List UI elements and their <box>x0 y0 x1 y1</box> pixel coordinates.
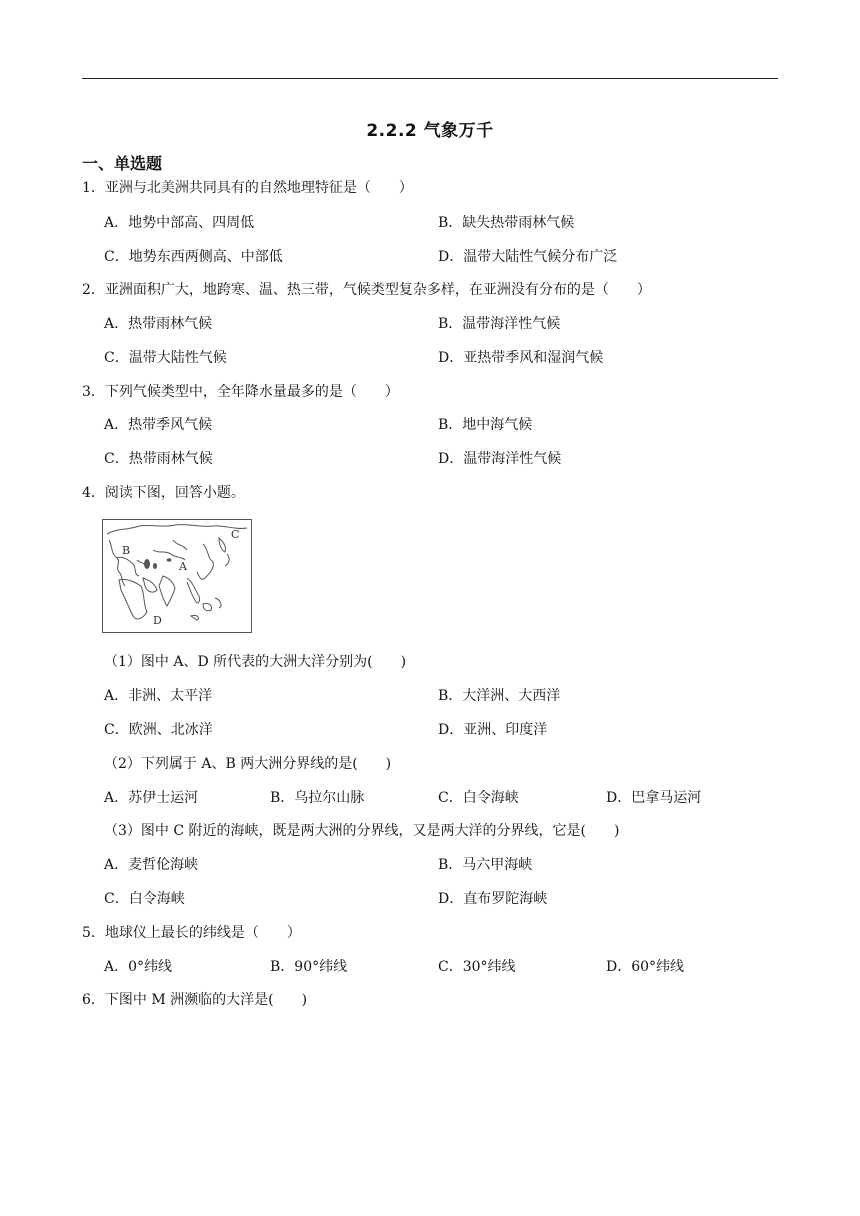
header-rule <box>82 78 778 79</box>
map-label-d: D <box>153 614 162 627</box>
q5-option-b[interactable]: B．90°纬线 <box>270 959 348 975</box>
q2-option-c[interactable]: C．温带大陆性气候 <box>104 350 227 366</box>
q3-option-a[interactable]: A．热带季风气候 <box>104 417 213 433</box>
q5-option-a[interactable]: A．0°纬线 <box>104 959 173 975</box>
question-1-stem: 1．亚洲与北美洲共同具有的自然地理特征是（ ） <box>82 180 413 196</box>
q1-option-c[interactable]: C．地势东西两侧高、中部低 <box>104 249 283 265</box>
question-4-stem: 4．阅读下图，回答小题。 <box>82 485 245 501</box>
page-title: 2.2.2 气象万千 <box>366 121 494 141</box>
q4-sub2-option-b[interactable]: B．乌拉尔山脉 <box>270 790 365 806</box>
q4-sub3-option-b[interactable]: B．马六甲海峡 <box>438 857 533 873</box>
map-label-c: C <box>231 528 240 541</box>
q5-option-d[interactable]: D．60°纬线 <box>606 959 685 975</box>
q4-sub2-option-c[interactable]: C．白令海峡 <box>438 790 519 806</box>
q4-sub2-option-a[interactable]: A．苏伊士运河 <box>104 790 199 806</box>
q5-option-c[interactable]: C．30°纬线 <box>438 959 516 975</box>
q4-sub1-stem: （1）图中 A、D 所代表的大洲大洋分别为( ) <box>104 654 407 670</box>
map-label-b: B <box>122 544 131 557</box>
q3-option-c[interactable]: C．热带雨林气候 <box>104 451 213 467</box>
q4-sub1-option-a[interactable]: A．非洲、太平洋 <box>104 688 213 704</box>
q2-option-a[interactable]: A．热带雨林气候 <box>104 316 213 332</box>
q4-sub3-option-a[interactable]: A．麦哲伦海峡 <box>104 857 199 873</box>
map-label-a: A <box>179 560 187 573</box>
q2-option-b[interactable]: B．温带海洋性气候 <box>438 316 561 332</box>
map-drawing <box>103 520 251 632</box>
q1-option-b[interactable]: B．缺失热带雨林气候 <box>438 215 575 231</box>
asia-outline-map <box>102 519 252 633</box>
q3-option-b[interactable]: B．地中海气候 <box>438 417 533 433</box>
q1-option-a[interactable]: A．地势中部高、四周低 <box>104 215 255 231</box>
section-heading: 一、单选题 <box>82 154 163 173</box>
q4-sub1-option-d[interactable]: D．亚洲、印度洋 <box>438 722 548 738</box>
q4-sub3-stem: （3）图中 C 附近的海峡，既是两大洲的分界线，又是两大洋的分界线，它是( ) <box>104 823 620 839</box>
q4-sub2-option-d[interactable]: D．巴拿马运河 <box>606 790 702 806</box>
question-3-stem: 3．下列气候类型中，全年降水量最多的是（ ） <box>82 384 399 400</box>
question-6-stem: 6．下图中 M 洲濒临的大洋是( ) <box>82 992 308 1008</box>
q4-sub3-option-c[interactable]: C．白令海峡 <box>104 891 185 907</box>
q3-option-d[interactable]: D．温带海洋性气候 <box>438 451 562 467</box>
question-5-stem: 5．地球仪上最长的纬线是（ ） <box>82 925 301 941</box>
q4-sub2-stem: （2）下列属于 A、B 两大洲分界线的是( ) <box>104 756 392 772</box>
q4-sub3-option-d[interactable]: D．直布罗陀海峡 <box>438 891 548 907</box>
q4-sub1-option-c[interactable]: C．欧洲、北冰洋 <box>104 722 213 738</box>
question-2-stem: 2．亚洲面积广大，地跨寒、温、热三带，气候类型复杂多样，在亚洲没有分布的是（ ） <box>82 282 651 298</box>
q4-sub1-option-b[interactable]: B．大洋洲、大西洋 <box>438 688 561 704</box>
q2-option-d[interactable]: D．亚热带季风和湿润气候 <box>438 350 604 366</box>
q1-option-d[interactable]: D．温带大陆性气候分布广泛 <box>438 249 618 265</box>
